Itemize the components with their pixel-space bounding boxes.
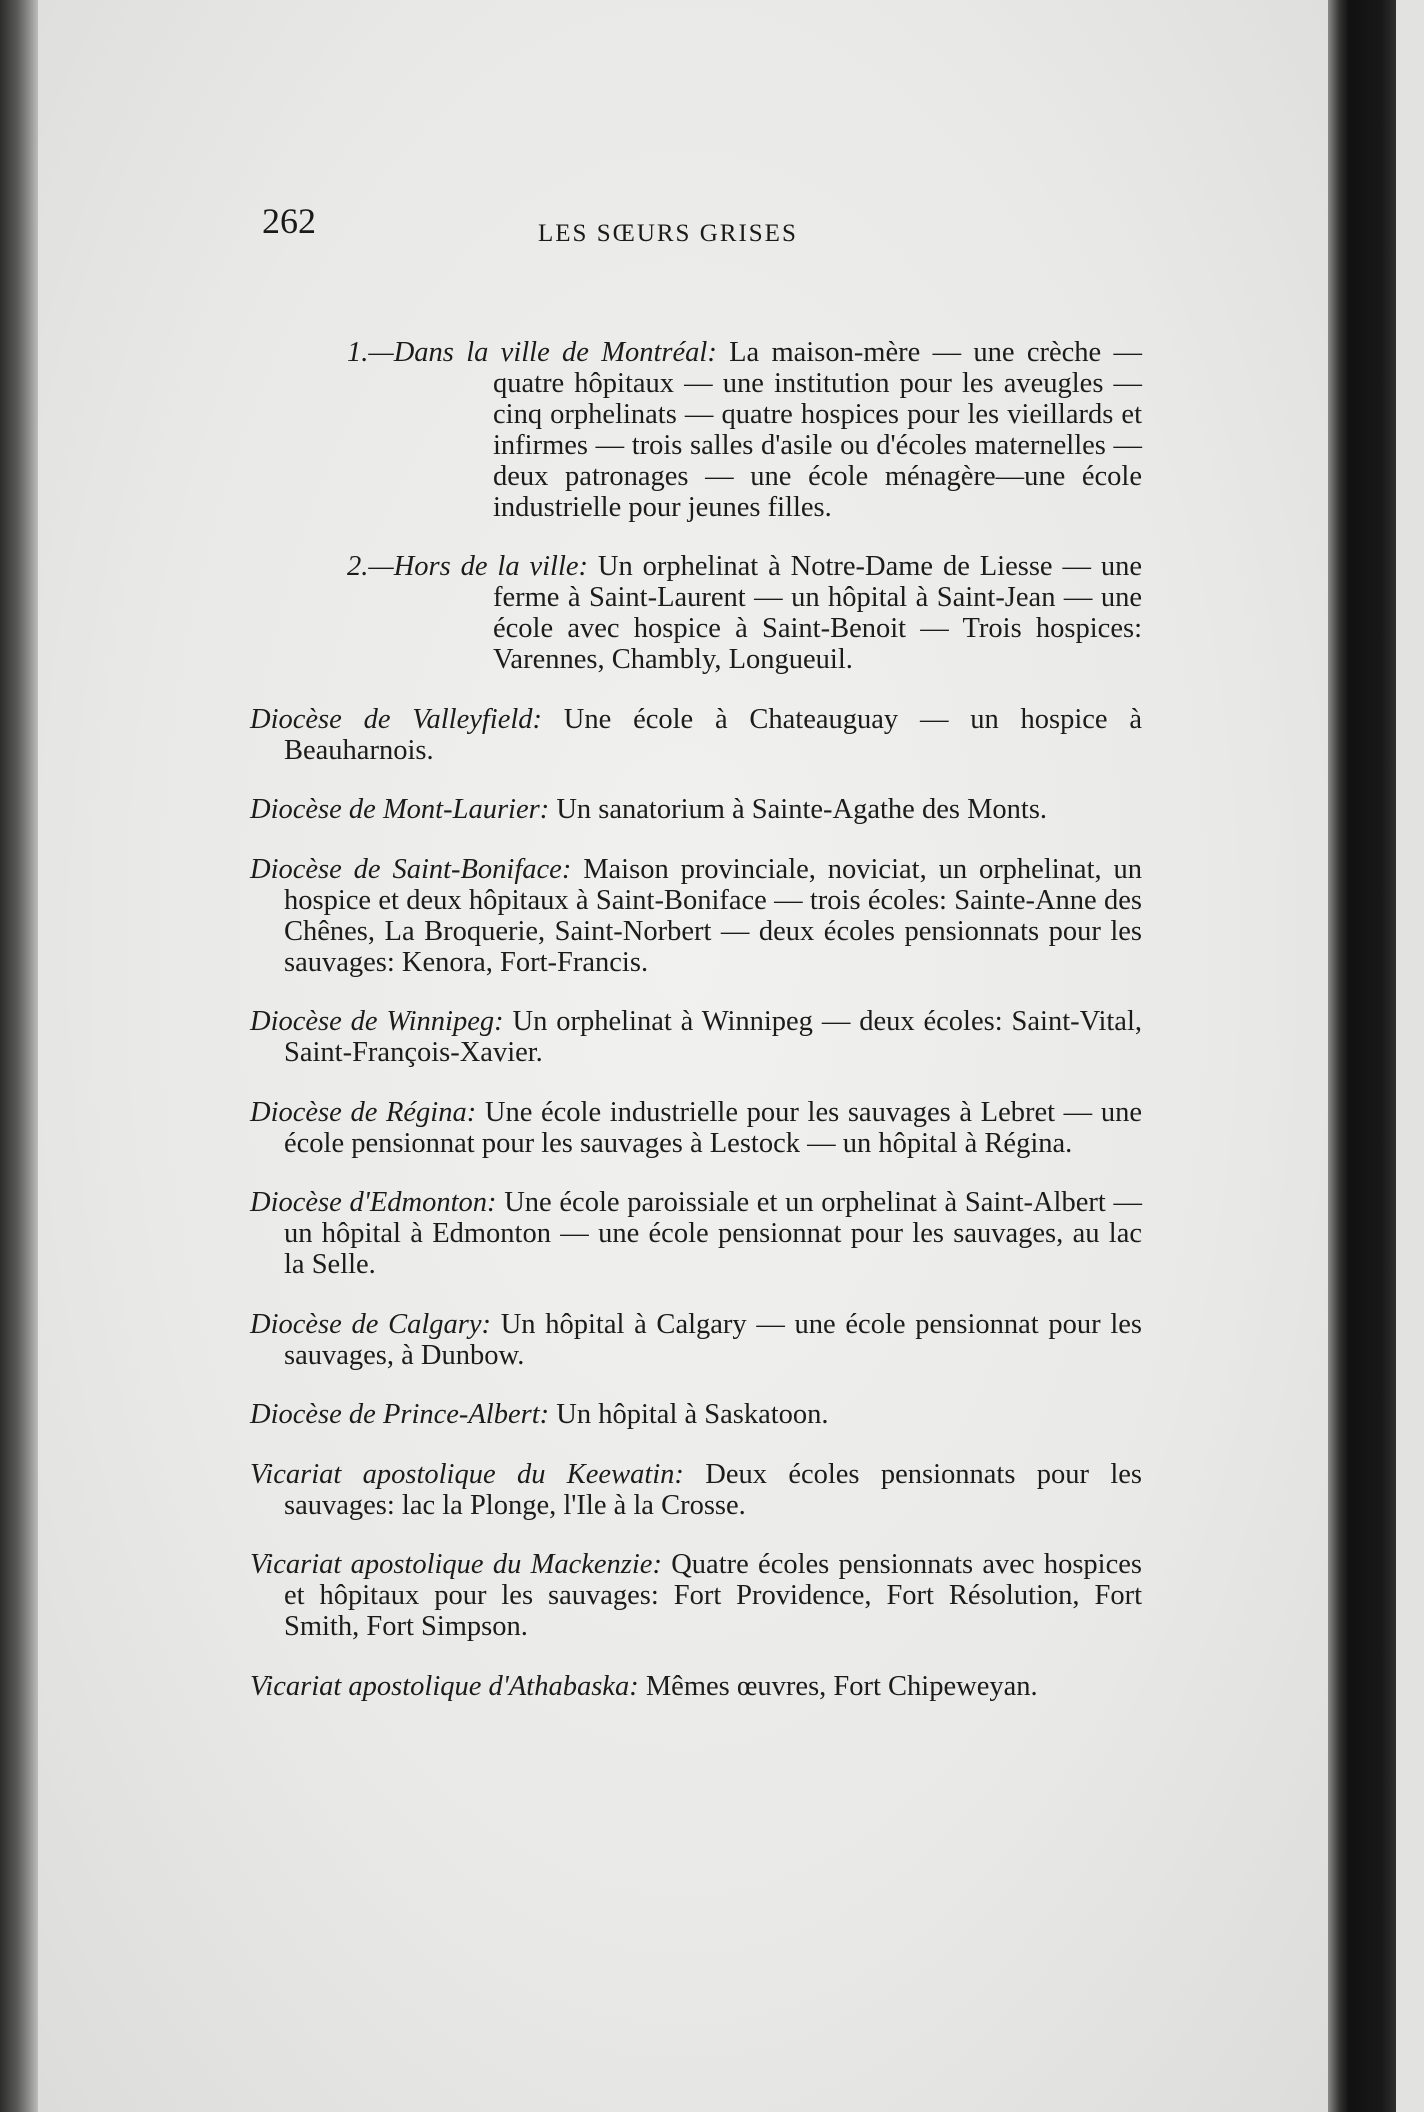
- entry-text: Une école paroissiale et un orphelinat à Saint-Albert — un hôpital à Edmonton — une école pensionnat pour les sauvages, au lac la Selle.: [284, 1187, 1142, 1280]
- entry-text: Un orphelinat à Notre-Dame de Liesse — une ferme à Saint-Laurent — un hôpital à Saint-Jean — une école avec hospice à Saint-Benoit — Trois hospices: Varennes, Chambly, Longueuil.: [493, 551, 1142, 675]
- entry-lead: Diocèse de Prince-Albert:: [250, 1399, 550, 1430]
- entry-valleyfield: [250, 704, 1142, 766]
- sub-entry-montreal-city: [347, 337, 1142, 523]
- entry-keewatin: [250, 1459, 1142, 1521]
- entry-text: Deux écoles pensionnats pour les sauvages: lac la Plonge, l'Ile à la Crosse.: [284, 1458, 1142, 1521]
- entry-text: Un orphelinat à Winnipeg — deux écoles: Saint-Vital, Saint-François-Xavier.: [284, 1006, 1142, 1068]
- entry-text: Un sanatorium à Sainte-Agathe des Monts.: [549, 794, 1048, 825]
- entry-text: Un hôpital à Calgary — une école pensionnat pour les sauvages, à Dunbow.: [284, 1308, 1142, 1371]
- entry-lead: Vicariat apostolique du Keewatin:: [250, 1458, 684, 1490]
- entry-text: Mêmes œuvres, Fort Chipeweyan.: [638, 1670, 1038, 1702]
- entry-lead: Diocèse de Valleyfield:: [250, 703, 543, 735]
- entry-lead: Diocèse de Mont-Laurier:: [250, 794, 550, 825]
- entry-lead: 2.—Hors de la ville:: [347, 551, 589, 582]
- page-header: [38, 200, 1328, 260]
- entry-lead: Diocèse de Régina:: [250, 1096, 477, 1128]
- entry-text: Un hôpital à Saskatoon.: [549, 1399, 829, 1430]
- sub-entry-outside-city: [347, 551, 1142, 675]
- entry-athabaska: [250, 1671, 1142, 1702]
- entry-regina: [250, 1097, 1142, 1159]
- book-gutter-left: [0, 0, 38, 2112]
- entry-lead: Diocèse de Winnipeg:: [250, 1006, 504, 1037]
- page-number: 262: [262, 201, 316, 241]
- book-page: [38, 0, 1328, 2112]
- entry-lead: Diocèse d'Edmonton:: [250, 1187, 497, 1218]
- entry-text: La maison-mère — une crèche — quatre hôpitaux — une institution pour les aveugles — cinq orphelinats — quatre hospices pour les vieillards et infirmes — trois salles d'asile ou d'écoles maternelles — deux patronages — une école ménagère—une école industrielle pour jeunes filles.: [493, 336, 1142, 523]
- entry-prince-albert: [250, 1399, 1142, 1430]
- entry-lead: Diocèse de Saint-Boniface:: [250, 853, 572, 885]
- entry-mont-laurier: [250, 794, 1142, 825]
- entry-text: Une école industrielle pour les sauvages à Lebret — une école pensionnat pour les sauvages à Lestock — un hôpital à Régina.: [284, 1096, 1142, 1159]
- entry-mackenzie: [250, 1549, 1142, 1642]
- entry-saint-boniface: [250, 854, 1142, 978]
- entry-text: Quatre écoles pensionnats avec hospices et hôpitaux pour les sauvages: Fort Providence, Fort Résolution, Fort Smith, Fort Simpson.: [284, 1549, 1142, 1642]
- entry-lead: Vicariat apostolique d'Athabaska:: [250, 1670, 639, 1702]
- entry-edmonton: [250, 1187, 1142, 1280]
- book-edge-strip: [1396, 0, 1424, 2112]
- page-content: [38, 308, 1328, 1720]
- entry-lead: Diocèse de Calgary:: [250, 1308, 491, 1340]
- entry-text: Maison provinciale, noviciat, un orphelinat, un hospice et deux hôpitaux à Saint-Boniface — trois écoles: Sainte-Anne des Chênes, La Broquerie, Saint-Norbert — deux écoles pensionnats pour les sauvages: Kenora, Fort-Francis.: [284, 853, 1142, 978]
- entry-lead: 1.—Dans la ville de Montréal:: [347, 336, 717, 368]
- running-head: LES SŒURS GRISES: [538, 220, 798, 247]
- entry-winnipeg: [250, 1006, 1142, 1068]
- entry-text: Une école à Chateauguay — un hospice à Beauharnois.: [284, 703, 1142, 766]
- entry-lead: Vicariat apostolique du Mackenzie:: [250, 1549, 662, 1580]
- entry-calgary: [250, 1309, 1142, 1371]
